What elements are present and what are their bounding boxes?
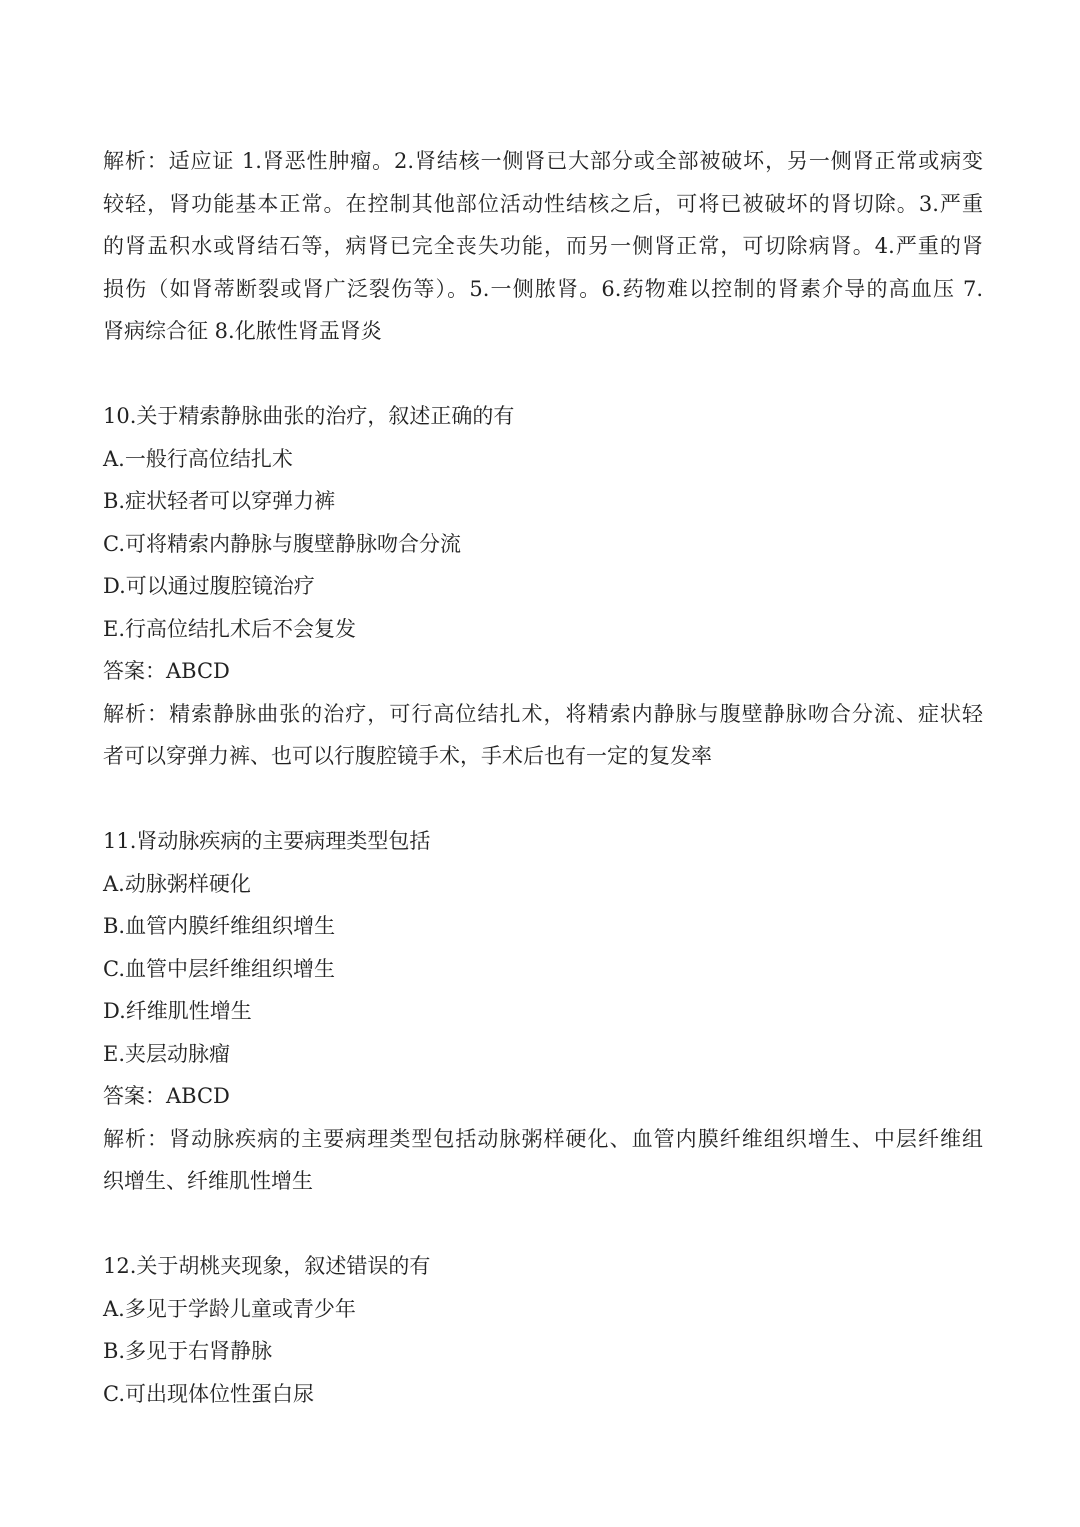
question-10: [103, 395, 983, 778]
option-e: E.夹层动脉瘤: [103, 1041, 231, 1066]
explanation-line: 解析：适应证 1.肾恶性肿瘤。2.肾结核一侧肾已大部分或全部被破坏，另一侧肾正常或病变: [103, 149, 983, 173]
option-c: C.可将精索内静脉与腹壁静脉吻合分流: [103, 531, 461, 556]
answer: 答案：ABCD: [103, 1084, 230, 1108]
paragraph-gap: [103, 1203, 983, 1246]
explanation-line: 肾病综合征 8.化脓性肾盂肾炎: [103, 319, 382, 343]
option-a: A.一般行高位结扎术: [103, 446, 293, 471]
option-c: C.血管中层纤维组织增生: [103, 956, 335, 981]
explanation-line: 解析：精索静脉曲张的治疗，可行高位结扎术，将精索内静脉与腹壁静脉吻合分流、症状轻: [103, 701, 983, 726]
question-text: 11.肾动脉疾病的主要病理类型包括: [103, 829, 431, 853]
explanation-line: 较轻，肾功能基本正常。在控制其他部位活动性结核之后，可将已被破坏的肾切除。3.严重: [103, 191, 983, 216]
explanation-line: 织增生、纤维肌性增生: [103, 1169, 313, 1193]
option-b: B.症状轻者可以穿弹力裤: [103, 489, 336, 513]
explanation-line: 的肾盂积水或肾结石等，病肾已完全丧失功能，而另一侧肾正常，可切除病肾。4.严重的肾: [103, 234, 983, 258]
option-d: D.纤维肌性增生: [103, 999, 252, 1023]
option-c: C.可出现体位性蛋白尿: [103, 1381, 314, 1406]
option-b: B.血管内膜纤维组织增生: [103, 914, 336, 938]
explanation-q9: [103, 140, 983, 353]
answer: 答案：ABCD: [103, 659, 230, 683]
document-page: [103, 140, 983, 1415]
question-text: 10.关于精索静脉曲张的治疗，叙述正确的有: [103, 404, 515, 428]
explanation-line: 者可以穿弹力裤、也可以行腹腔镜手术，手术后也有一定的复发率: [103, 744, 712, 768]
option-d: D.可以通过腹腔镜治疗: [103, 574, 315, 598]
explanation-line: 损伤（如肾蒂断裂或肾广泛裂伤等）。5.一侧脓肾。6.药物难以控制的肾素介导的高血压 7.: [103, 276, 983, 301]
paragraph-gap: [103, 353, 983, 396]
option-a: A.动脉粥样硬化: [103, 871, 251, 896]
option-a: A.多见于学龄儿童或青少年: [103, 1296, 356, 1321]
paragraph-gap: [103, 778, 983, 821]
explanation-line: 解析：肾动脉疾病的主要病理类型包括动脉粥样硬化、血管内膜纤维组织增生、中层纤维组: [103, 1126, 983, 1151]
option-b: B.多见于右肾静脉: [103, 1339, 273, 1363]
question-11: [103, 820, 983, 1203]
question-text: 12.关于胡桃夹现象，叙述错误的有: [103, 1254, 431, 1278]
option-e: E.行高位结扎术后不会复发: [103, 616, 357, 641]
question-12: [103, 1245, 983, 1415]
